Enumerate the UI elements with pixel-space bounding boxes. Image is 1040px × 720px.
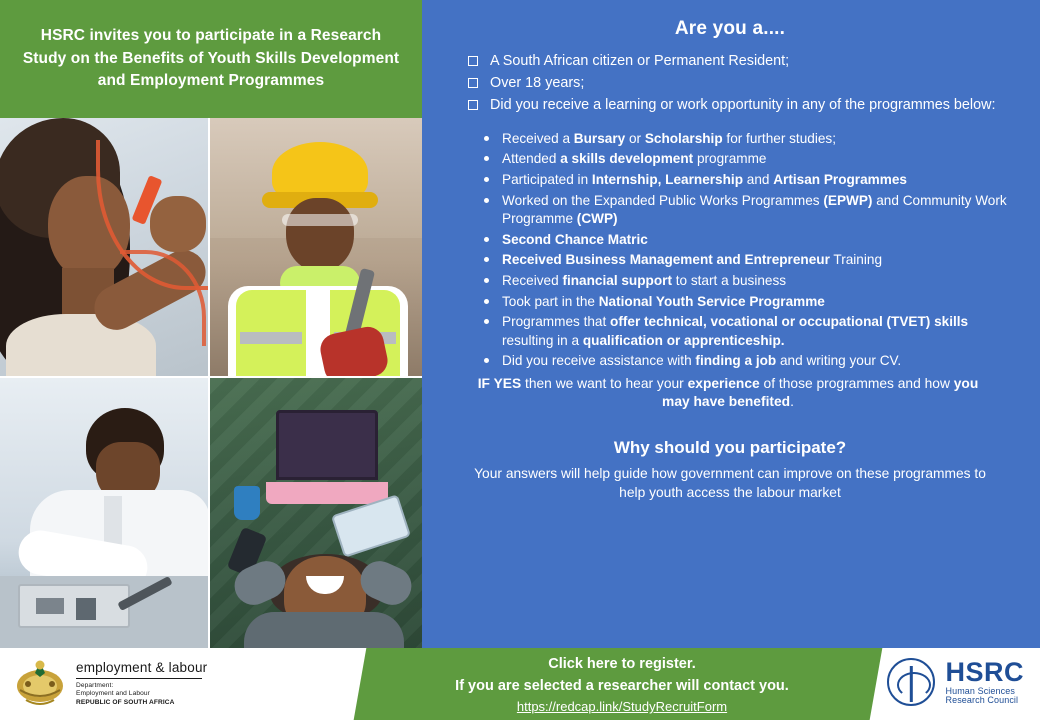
decor-chip [36, 598, 64, 614]
cta-line-2: If you are selected a researcher will contact you. [455, 677, 789, 694]
programme-label: Programmes that offer technical, vocational or occupational (TVET) skills resulting in a qualification or apprenticeship. [502, 314, 969, 348]
bullet-icon [484, 299, 489, 304]
criteria-label: Over 18 years; [490, 74, 585, 91]
programme-item [484, 192, 1018, 228]
programme-label: Received a Bursary or Scholarship for further studies; [502, 130, 836, 146]
checkbox-icon [468, 100, 478, 110]
hsrc-text-block [945, 658, 1024, 705]
if-yes-statement: IF YES then we want to hear your experience of those programmes and how you may have benefited. [477, 375, 979, 410]
programme-label: Did you receive assistance with finding a job and writing your CV. [502, 353, 902, 369]
programmes-list [484, 130, 1018, 371]
programme-item [484, 272, 1018, 290]
photo-student-soldering-electronics [0, 378, 208, 650]
programme-item [484, 150, 1018, 168]
footer [0, 648, 1040, 720]
department-rule [76, 678, 202, 679]
decor-circuit-board [18, 584, 130, 628]
hsrc-logo-block [887, 658, 1024, 706]
decor-torso [244, 612, 404, 650]
programme-label: Took part in the National Youth Service Programme [502, 293, 825, 309]
decor-cup [234, 486, 260, 520]
decor-reflective-strip-left [240, 332, 302, 344]
bullet-icon [484, 319, 489, 324]
bullet-icon [484, 156, 489, 161]
hsrc-sub-line-2: Research Council [945, 695, 1019, 706]
programme-item [484, 130, 1018, 148]
bullet-icon [484, 136, 489, 141]
hsrc-emblem-icon [887, 658, 935, 706]
photo-woman-writing-on-glass [0, 118, 208, 376]
department-sub-line-1: Department: [76, 682, 114, 689]
hsrc-name: HSRC [945, 657, 1024, 688]
hsrc-sub-line-1: Human Sciences [945, 685, 1015, 696]
decor-laptop-base [266, 482, 388, 504]
panel-title: Are you a.... [674, 18, 786, 39]
why-participate-title: Why should you participate? [613, 437, 847, 457]
criteria-item [450, 96, 1018, 116]
programme-item [484, 293, 1018, 311]
left-column [0, 0, 422, 648]
government-logo-block [14, 656, 207, 710]
bullet-icon [484, 237, 489, 242]
programme-item [484, 231, 1018, 249]
programme-label: Attended a skills development programme [502, 151, 767, 167]
department-name: employment & labour [76, 659, 208, 675]
decor-hand [150, 196, 206, 252]
bullet-icon [484, 177, 489, 182]
criteria-item [450, 52, 1018, 72]
photo-artisan-with-hard-hat [210, 118, 424, 376]
eligibility-criteria-list [450, 52, 1018, 116]
why-participate-body: Your answers will help guide how government can improve on these programmes to help youth access the labour market [474, 465, 986, 501]
headline-banner [0, 0, 422, 118]
checkbox-icon [468, 78, 478, 88]
department-country: REPUBLIC OF SOUTH AFRICA [76, 698, 175, 706]
criteria-item [450, 74, 1018, 94]
department-text-block [76, 660, 207, 707]
bullet-icon [484, 278, 489, 283]
headline-text: HSRC invites you to participate in a Research Study on the Benefits of Youth Skills Development and Employment Programmes [22, 27, 400, 90]
programme-item [484, 352, 1018, 370]
programme-item [484, 313, 1018, 349]
programme-label: Received Business Management and Entrepreneur Training [502, 252, 883, 268]
south-africa-coat-of-arms-icon [14, 656, 66, 710]
programme-label: Participated in Internship, Learnership and Artisan Programmes [502, 172, 907, 188]
bullet-icon [484, 358, 489, 363]
criteria-label: A South African citizen or Permanent Resident; [490, 53, 790, 69]
checkbox-icon [468, 56, 478, 66]
cta-line-1: Click here to register. [548, 655, 696, 672]
right-panel [422, 0, 1040, 648]
programme-item [484, 171, 1018, 189]
bullet-icon [484, 198, 489, 203]
registration-link[interactable]: https://redcap.link/StudyRecruitForm [516, 699, 728, 715]
programme-item [484, 251, 1018, 269]
programme-label: Received financial support to start a business [502, 273, 787, 289]
department-sub-line-2: Employment and Labour [76, 689, 150, 697]
bullet-icon [484, 257, 489, 262]
criteria-label: Did you receive a learning or work opportunity in any of the programmes below: [490, 96, 996, 113]
programme-label: Worked on the Expanded Public Works Programmes (EPWP) and Community Work Programme (CWP) [502, 192, 1007, 226]
decor-component [76, 598, 96, 620]
programme-label: Second Chance Matric [502, 231, 648, 247]
photo-youth-with-laptop [210, 378, 424, 650]
footer-cta-content [372, 648, 872, 720]
decor-face [286, 198, 354, 272]
decor-laptop-screen [276, 410, 378, 480]
photo-grid [0, 118, 422, 648]
decor-safety-glasses [282, 214, 358, 226]
